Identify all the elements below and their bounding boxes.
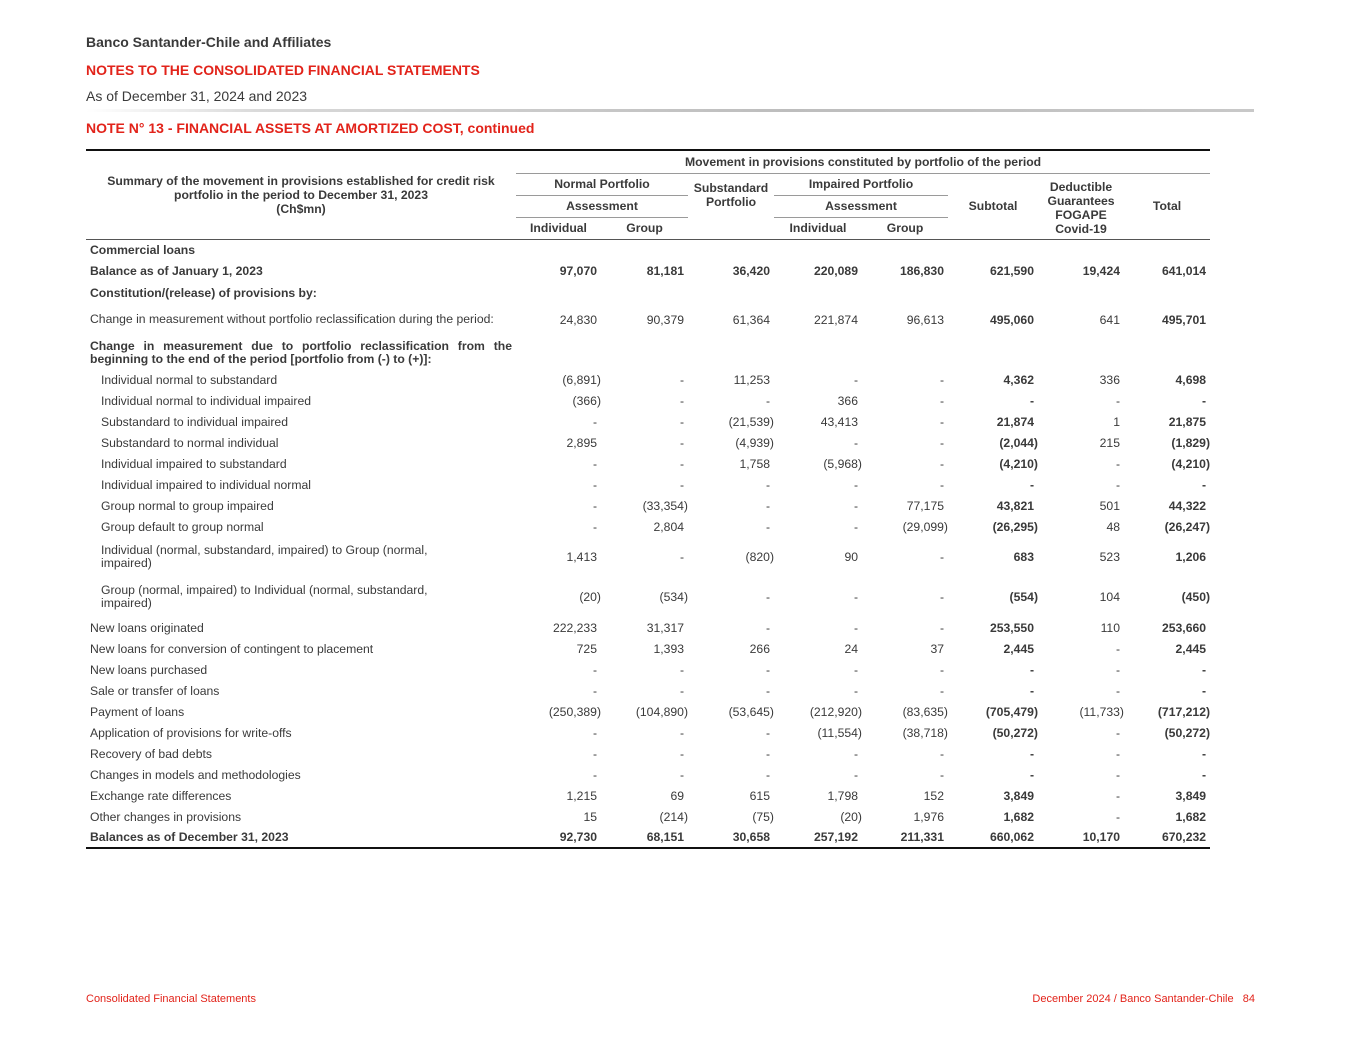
cell-value: (11,554) <box>817 725 862 740</box>
cell-value: (33,354) <box>642 498 688 513</box>
cell-value: 1,206 <box>1175 550 1207 564</box>
cell-value: 31,317 <box>646 620 684 635</box>
cell-value: (50,272) <box>992 725 1038 740</box>
cell-value: 11,253 <box>733 372 770 387</box>
row-label: Group normal to group impaired <box>101 498 274 513</box>
cell-value: (83,635) <box>902 704 948 719</box>
cell-value: - <box>1115 393 1120 408</box>
cell-value <box>1124 239 1210 260</box>
cell-value: 366 <box>837 393 858 408</box>
cell-value: - <box>765 477 770 492</box>
cell-value <box>948 239 1038 260</box>
cell-value: - <box>765 620 770 635</box>
row-label: Change in measurement due to portfolio reclassification from the beginning to the end of the period [portfolio from (-) to (+)]: <box>90 338 512 366</box>
cell-value <box>688 239 774 260</box>
cell-value: - <box>679 683 684 698</box>
cell-value: 97,070 <box>559 264 597 278</box>
cell-value: 15 <box>583 809 597 824</box>
impaired-assessment-header: Assessment <box>774 195 948 217</box>
cell-value: - <box>765 519 770 534</box>
cell-value: 68,151 <box>601 827 688 848</box>
row-label: Group (normal, impaired) to Individual (normal, substandard, impaired) <box>101 583 428 610</box>
table-row <box>86 743 1210 764</box>
cell-value: - <box>1115 641 1120 656</box>
table-row <box>86 453 1210 474</box>
cell-value: 43,821 <box>996 498 1034 513</box>
cell-value: 615 <box>749 788 770 803</box>
cell-value <box>688 336 774 369</box>
row-label: Individual (normal, substandard, impaired) to Group (normal, impaired) <box>101 543 428 570</box>
cell-value: 4,362 <box>1003 372 1034 387</box>
cell-value: (2,044) <box>999 435 1038 450</box>
cell-value: - <box>939 746 944 761</box>
cell-value: 90 <box>844 550 858 564</box>
cell-value: - <box>1115 456 1120 471</box>
cell-value: - <box>1115 767 1120 782</box>
table-row <box>86 474 1210 495</box>
cell-value: - <box>1115 809 1120 824</box>
table-row <box>86 303 1210 336</box>
cell-value: (6,891) <box>562 372 601 387</box>
cell-value: (4,939) <box>735 435 774 450</box>
cell-value: - <box>939 620 944 635</box>
cell-value: (50,272) <box>1164 725 1211 740</box>
cell-value: - <box>939 550 944 564</box>
cell-value: (38,718) <box>902 725 948 740</box>
cell-value: - <box>1029 477 1034 492</box>
header-divider <box>86 109 1254 112</box>
cell-value: - <box>1029 662 1034 677</box>
cell-value: (20) <box>840 809 862 824</box>
cell-value: 221,874 <box>813 312 858 327</box>
cell-value: 211,331 <box>862 827 948 848</box>
cell-value: (554) <box>1009 590 1038 604</box>
cell-value: - <box>592 683 597 698</box>
cell-value: 660,062 <box>948 827 1038 848</box>
cell-value: (1,829) <box>1171 435 1211 450</box>
provisions-table <box>86 149 1210 849</box>
cell-value: - <box>592 498 597 513</box>
row-label: New loans originated <box>90 620 204 635</box>
movement-header: Movement in provisions constituted by portfolio of the period <box>516 150 1210 173</box>
notes-title: NOTES TO THE CONSOLIDATED FINANCIAL STATEMENTS <box>86 62 480 78</box>
cell-value: - <box>939 767 944 782</box>
cell-value <box>862 239 948 260</box>
row-label: Individual normal to individual impaired <box>101 393 312 408</box>
cell-value: - <box>1029 767 1034 782</box>
cell-value: 1,215 <box>566 788 597 803</box>
cell-value: 1,682 <box>1003 809 1034 824</box>
row-label: Commercial loans <box>90 242 195 257</box>
cell-value: 725 <box>576 641 597 656</box>
cell-value: 21,874 <box>996 414 1034 429</box>
table-row <box>86 785 1210 806</box>
cell-value: 2,445 <box>1003 641 1034 656</box>
cell-value: (26,247) <box>1164 519 1211 534</box>
impaired-portfolio-header: Impaired Portfolio <box>774 173 948 195</box>
cell-value: - <box>765 767 770 782</box>
table-row <box>86 390 1210 411</box>
cell-value: 30,658 <box>688 827 774 848</box>
total-header: Total <box>1124 173 1210 239</box>
cell-value <box>1124 336 1210 369</box>
cell-value: 24 <box>844 641 858 656</box>
cell-value: (4,210) <box>1171 456 1211 471</box>
cell-value: 670,232 <box>1124 827 1210 848</box>
substandard-portfolio-header: Substandard Portfolio <box>693 181 769 210</box>
row-label: Constitution/(release) of provisions by: <box>90 285 317 300</box>
cell-value: 621,590 <box>989 264 1034 278</box>
row-label: Application of provisions for write-offs <box>90 725 292 740</box>
cell-value: (5,968) <box>823 456 862 471</box>
cell-value <box>516 282 601 303</box>
table-row <box>86 432 1210 453</box>
cell-value: - <box>939 456 944 471</box>
row-label: Exchange rate differences <box>90 788 232 803</box>
cell-value: (29,099) <box>902 519 948 534</box>
cell-value: - <box>592 519 597 534</box>
cell-value: - <box>679 767 684 782</box>
table-row <box>86 577 1210 617</box>
footer-right: December 2024 / Banco Santander-Chile 84 <box>1032 993 1255 1005</box>
cell-value: - <box>939 477 944 492</box>
table-row <box>86 239 1210 260</box>
table-row <box>86 764 1210 785</box>
table-row <box>86 806 1210 827</box>
cell-value: - <box>1201 767 1207 782</box>
cell-value: (75) <box>752 809 774 824</box>
table-row <box>86 260 1210 282</box>
table-row <box>86 369 1210 390</box>
cell-value: 683 <box>1013 550 1034 564</box>
cell-value: 641,014 <box>1161 264 1207 278</box>
cell-value: 501 <box>1099 498 1120 513</box>
cell-value: - <box>765 393 770 408</box>
cell-value: - <box>853 519 858 534</box>
cell-value: 77,175 <box>906 498 944 513</box>
cell-value: 2,804 <box>653 519 684 534</box>
cell-value: 1 <box>1113 414 1120 429</box>
cell-value <box>948 336 1038 369</box>
cell-value: - <box>939 414 944 429</box>
cell-value: 266 <box>749 641 770 656</box>
cell-value: 48 <box>1106 519 1120 534</box>
cell-value <box>774 282 862 303</box>
footer-left: Consolidated Financial Statements <box>86 993 256 1005</box>
cell-value: - <box>679 393 684 408</box>
substandard-spacer <box>688 217 774 239</box>
cell-value <box>862 336 948 369</box>
cell-value: 3,849 <box>1003 788 1034 803</box>
table-row <box>86 701 1210 722</box>
cell-value <box>948 282 1038 303</box>
cell-value <box>516 239 601 260</box>
cell-value: - <box>853 683 858 698</box>
cell-value: 1,758 <box>739 456 770 471</box>
cell-value <box>774 336 862 369</box>
cell-value: 19,424 <box>1082 264 1120 278</box>
cell-value: - <box>853 435 858 450</box>
cell-value <box>1038 282 1124 303</box>
cell-value: 104 <box>1099 590 1120 604</box>
cell-value <box>601 336 688 369</box>
cell-value: 495,060 <box>989 312 1034 327</box>
row-label: Individual impaired to individual normal <box>101 477 312 492</box>
cell-value: 44,322 <box>1168 498 1207 513</box>
cell-value <box>1038 336 1124 369</box>
cell-value: 253,550 <box>989 620 1034 635</box>
cell-value: - <box>1115 477 1120 492</box>
cell-value: (11,733) <box>1079 704 1124 719</box>
cell-value: - <box>853 590 858 604</box>
cell-value: - <box>765 725 770 740</box>
cell-value: 61,364 <box>732 312 770 327</box>
cell-value: - <box>1201 393 1207 408</box>
cell-value: - <box>939 662 944 677</box>
cell-value: - <box>765 662 770 677</box>
row-label: Payment of loans <box>90 704 185 719</box>
cell-value: - <box>592 662 597 677</box>
cell-value: 37 <box>930 641 944 656</box>
cell-value <box>862 282 948 303</box>
cell-value: - <box>853 746 858 761</box>
cell-value: - <box>679 550 684 564</box>
cell-value: (705,479) <box>985 704 1038 719</box>
cell-value: - <box>679 435 684 450</box>
cell-value: 1,393 <box>653 641 684 656</box>
table-row <box>86 336 1210 369</box>
cell-value: 36,420 <box>732 264 770 278</box>
cell-value: - <box>592 414 597 429</box>
row-label: New loans for conversion of contingent to placement <box>90 641 374 656</box>
cell-value: - <box>939 435 944 450</box>
cell-value: 495,701 <box>1161 312 1207 327</box>
cell-value: - <box>853 620 858 635</box>
cell-value <box>1038 239 1124 260</box>
cell-value: (250,389) <box>548 704 601 719</box>
cell-value: - <box>765 590 770 604</box>
cell-value: - <box>939 372 944 387</box>
cell-value: 186,830 <box>899 264 944 278</box>
cell-value: 220,089 <box>813 264 858 278</box>
cell-value: - <box>679 725 684 740</box>
row-label: Sale or transfer of loans <box>90 683 220 698</box>
cell-value: (20) <box>579 590 601 604</box>
table-row <box>86 537 1210 577</box>
cell-value: - <box>1115 788 1120 803</box>
cell-value: - <box>853 662 858 677</box>
cell-value: (534) <box>659 590 688 604</box>
cell-value: - <box>679 414 684 429</box>
cell-value: (820) <box>745 550 774 564</box>
cell-value: (26,295) <box>992 519 1038 534</box>
cell-value: 2,445 <box>1175 641 1207 656</box>
cell-value: - <box>1201 683 1207 698</box>
table-row <box>86 282 1210 303</box>
cell-value: - <box>939 683 944 698</box>
cell-value: - <box>853 498 858 513</box>
deductible-header: Deductible Guarantees FOGAPE Covid-19 <box>1038 173 1124 239</box>
cell-value: 81,181 <box>646 264 684 278</box>
row-label: Individual impaired to substandard <box>101 456 287 471</box>
cell-value <box>1124 282 1210 303</box>
cell-value: 10,170 <box>1038 827 1124 848</box>
cell-value: - <box>592 477 597 492</box>
cell-value: - <box>1201 477 1207 492</box>
cell-value: 215 <box>1099 435 1120 450</box>
cell-value: - <box>679 662 684 677</box>
cell-value: 1,682 <box>1175 809 1207 824</box>
normal-group-header: Group <box>601 217 688 239</box>
cell-value: - <box>939 393 944 408</box>
cell-value: 641 <box>1099 312 1120 327</box>
table-row <box>86 722 1210 743</box>
table-header <box>86 150 1210 239</box>
row-label: Changes in models and methodologies <box>90 767 301 782</box>
cell-value: 523 <box>1099 550 1120 564</box>
row-label: Balances as of December 31, 2023 <box>86 827 516 848</box>
subtotal-header: Subtotal <box>948 173 1038 239</box>
cell-value: - <box>1115 662 1120 677</box>
cell-value: 1,413 <box>566 550 597 564</box>
cell-value: - <box>1029 393 1034 408</box>
cell-value: 4,698 <box>1175 372 1207 387</box>
cell-value: 253,660 <box>1161 620 1207 635</box>
normal-portfolio-header: Normal Portfolio <box>516 173 688 195</box>
cell-value: - <box>1201 746 1207 761</box>
cell-value: - <box>592 725 597 740</box>
table-body <box>86 239 1210 848</box>
row-label: Change in measurement without portfolio reclassification during the period: <box>90 312 494 326</box>
cell-value: (214) <box>659 809 688 824</box>
table-row <box>86 411 1210 432</box>
cell-value: - <box>765 498 770 513</box>
cell-value: - <box>853 767 858 782</box>
impaired-group-header: Group <box>862 217 948 239</box>
cell-value: 21,875 <box>1168 414 1207 429</box>
impaired-individual-header: Individual <box>774 217 862 239</box>
note-title: NOTE N° 13 - FINANCIAL ASSETS AT AMORTIZED COST, continued <box>86 120 535 136</box>
cell-value: 69 <box>670 788 684 803</box>
row-label: Other changes in provisions <box>90 809 242 824</box>
cell-value: 3,849 <box>1175 788 1207 803</box>
cell-value: (21,539) <box>728 414 774 429</box>
row-label: Recovery of bad debts <box>90 746 212 761</box>
cell-value: 257,192 <box>774 827 862 848</box>
cell-value <box>516 336 601 369</box>
cell-value: - <box>679 746 684 761</box>
cell-value: - <box>1201 662 1207 677</box>
cell-value: - <box>679 477 684 492</box>
cell-value: 1,798 <box>827 788 858 803</box>
cell-value: (104,890) <box>635 704 688 719</box>
cell-value: - <box>679 456 684 471</box>
cell-value: 90,379 <box>646 312 684 327</box>
cell-value: - <box>1115 683 1120 698</box>
cell-value: - <box>592 456 597 471</box>
table-row <box>86 659 1210 680</box>
cell-value: (212,920) <box>809 704 862 719</box>
row-label: Individual normal to substandard <box>101 372 278 387</box>
cell-value: (53,645) <box>728 704 774 719</box>
cell-value: - <box>939 590 944 604</box>
cell-value: - <box>1029 746 1034 761</box>
row-label: Substandard to individual impaired <box>101 414 288 429</box>
cell-value: 24,830 <box>559 312 597 327</box>
normal-individual-header: Individual <box>516 217 601 239</box>
row-label: Substandard to normal individual <box>101 435 279 450</box>
cell-value: (366) <box>572 393 601 408</box>
cell-value: - <box>765 683 770 698</box>
normal-assessment-header: Assessment <box>516 195 688 217</box>
cell-value: 43,413 <box>820 414 858 429</box>
cell-value: 336 <box>1099 372 1120 387</box>
cell-value: 2,895 <box>566 435 597 450</box>
cell-value: - <box>592 746 597 761</box>
cell-value: - <box>765 746 770 761</box>
cell-value: 110 <box>1100 620 1120 635</box>
date-line: As of December 31, 2024 and 2023 <box>86 88 308 104</box>
row-label: Balance as of January 1, 2023 <box>90 264 263 278</box>
cell-value: - <box>1115 725 1120 740</box>
cell-value: - <box>1029 683 1034 698</box>
cell-value <box>688 282 774 303</box>
table-row <box>86 638 1210 659</box>
cell-value: - <box>592 767 597 782</box>
cell-value: - <box>853 477 858 492</box>
row-label: Group default to group normal <box>101 519 264 534</box>
cell-value <box>601 239 688 260</box>
table-row <box>86 495 1210 516</box>
cell-value: (4,210) <box>999 456 1038 471</box>
cell-value: - <box>853 372 858 387</box>
cell-value: 96,613 <box>906 312 944 327</box>
cell-value: 152 <box>923 788 944 803</box>
cell-value: 222,233 <box>552 620 597 635</box>
cell-value: (450) <box>1181 590 1211 604</box>
cell-value: 1,976 <box>913 809 944 824</box>
cell-value <box>601 282 688 303</box>
table-row <box>86 516 1210 537</box>
table-row <box>86 827 1210 848</box>
row-label: New loans purchased <box>90 662 208 677</box>
cell-value: 92,730 <box>516 827 601 848</box>
company-name: Banco Santander-Chile and Affiliates <box>86 34 332 50</box>
cell-value <box>774 239 862 260</box>
table-row <box>86 617 1210 638</box>
table-row <box>86 680 1210 701</box>
cell-value: - <box>1115 746 1120 761</box>
summary-header: Summary of the movement in provisions established for credit risk portfolio in the period to December 31, 2023 (Ch$mn) <box>86 150 516 239</box>
cell-value: - <box>679 372 684 387</box>
cell-value: (717,212) <box>1157 704 1211 719</box>
